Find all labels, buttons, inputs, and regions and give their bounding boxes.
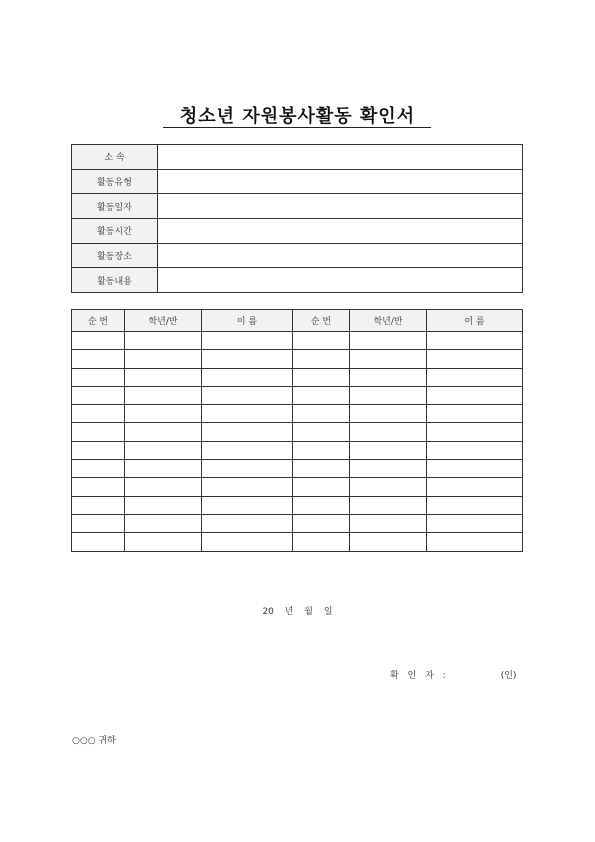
confirmer-label: 확 인 자 :	[390, 671, 449, 681]
roster-cell[interactable]	[72, 423, 125, 441]
confirmer-line	[390, 668, 516, 681]
roster-cell[interactable]	[125, 405, 202, 423]
table-row	[72, 368, 523, 386]
roster-cell[interactable]	[293, 496, 350, 514]
roster-cell[interactable]	[427, 386, 523, 404]
table-row	[72, 423, 523, 441]
info-row-activity-date	[72, 194, 523, 219]
info-row-activity-time	[72, 219, 523, 244]
roster-cell[interactable]	[202, 478, 293, 496]
roster-cell[interactable]	[202, 405, 293, 423]
roster-cell[interactable]	[202, 533, 293, 551]
roster-cell[interactable]	[293, 332, 350, 350]
roster-cell[interactable]	[125, 386, 202, 404]
roster-cell[interactable]	[202, 368, 293, 386]
table-row	[72, 441, 523, 459]
roster-cell[interactable]	[72, 386, 125, 404]
roster-cell[interactable]	[125, 478, 202, 496]
info-row-activity-place	[72, 243, 523, 268]
roster-cell[interactable]	[350, 478, 427, 496]
roster-cell[interactable]	[350, 514, 427, 532]
roster-cell[interactable]	[125, 514, 202, 532]
roster-cell[interactable]	[427, 460, 523, 478]
roster-cell[interactable]	[293, 405, 350, 423]
roster-cell[interactable]	[72, 496, 125, 514]
roster-cell[interactable]	[72, 514, 125, 532]
column-header-name: 이 름	[427, 310, 523, 332]
title-underline	[163, 127, 431, 128]
seal-mark: (인)	[500, 671, 517, 681]
table-row	[72, 533, 523, 551]
roster-header-row	[72, 310, 523, 332]
table-row	[72, 332, 523, 350]
roster-cell[interactable]	[293, 514, 350, 532]
document-title: 청소년 자원봉사활동 확인서	[179, 106, 416, 127]
table-row	[72, 460, 523, 478]
roster-cell[interactable]	[72, 533, 125, 551]
roster-cell[interactable]	[125, 350, 202, 368]
roster-cell[interactable]	[427, 514, 523, 532]
roster-cell[interactable]	[125, 533, 202, 551]
roster-cell[interactable]	[293, 460, 350, 478]
roster-cell[interactable]	[427, 441, 523, 459]
roster-cell[interactable]	[125, 441, 202, 459]
column-header-number: 순 번	[72, 310, 125, 332]
table-row	[72, 514, 523, 532]
info-label: 활동시간	[72, 219, 158, 244]
info-value-field[interactable]	[158, 169, 523, 194]
roster-cell[interactable]	[350, 533, 427, 551]
roster-cell[interactable]	[350, 460, 427, 478]
roster-cell[interactable]	[350, 405, 427, 423]
info-label: 활동일자	[72, 194, 158, 219]
roster-cell[interactable]	[202, 423, 293, 441]
table-row	[72, 386, 523, 404]
roster-cell[interactable]	[125, 368, 202, 386]
roster-cell[interactable]	[293, 350, 350, 368]
column-header-grade-class: 학년/반	[350, 310, 427, 332]
column-header-name: 이 름	[202, 310, 293, 332]
roster-cell[interactable]	[293, 478, 350, 496]
activity-info-table	[71, 144, 523, 293]
info-value-field[interactable]	[158, 194, 523, 219]
roster-cell[interactable]	[350, 441, 427, 459]
roster-cell[interactable]	[202, 350, 293, 368]
roster-cell[interactable]	[293, 386, 350, 404]
column-header-grade-class: 학년/반	[125, 310, 202, 332]
roster-cell[interactable]	[72, 350, 125, 368]
roster-cell[interactable]	[72, 368, 125, 386]
roster-cell[interactable]	[125, 496, 202, 514]
info-value-field[interactable]	[158, 268, 523, 293]
roster-cell[interactable]	[72, 478, 125, 496]
roster-cell[interactable]	[350, 386, 427, 404]
participant-roster-table	[71, 309, 523, 552]
roster-cell[interactable]	[427, 478, 523, 496]
roster-cell[interactable]	[125, 332, 202, 350]
info-label: 소 속	[72, 145, 158, 170]
roster-cell[interactable]	[427, 405, 523, 423]
roster-cell[interactable]	[202, 441, 293, 459]
roster-cell[interactable]	[427, 368, 523, 386]
roster-cell[interactable]	[125, 423, 202, 441]
roster-cell[interactable]	[125, 460, 202, 478]
roster-cell[interactable]	[427, 332, 523, 350]
roster-cell[interactable]	[202, 386, 293, 404]
roster-cell[interactable]	[72, 332, 125, 350]
date-line: 20 년 월 일	[262, 607, 333, 617]
roster-cell[interactable]	[72, 405, 125, 423]
table-row	[72, 350, 523, 368]
roster-cell[interactable]	[293, 533, 350, 551]
roster-cell[interactable]	[202, 514, 293, 532]
roster-cell[interactable]	[293, 441, 350, 459]
roster-cell[interactable]	[202, 332, 293, 350]
roster-cell[interactable]	[350, 423, 427, 441]
info-value-field[interactable]	[158, 145, 523, 170]
info-value-field[interactable]	[158, 219, 523, 244]
roster-cell[interactable]	[427, 350, 523, 368]
table-row	[72, 405, 523, 423]
roster-cell[interactable]	[427, 533, 523, 551]
table-row	[72, 496, 523, 514]
info-row-activity-content	[72, 268, 523, 293]
roster-cell[interactable]	[202, 460, 293, 478]
roster-cell[interactable]	[427, 496, 523, 514]
column-header-number: 순 번	[293, 310, 350, 332]
roster-cell[interactable]	[293, 368, 350, 386]
roster-cell[interactable]	[202, 496, 293, 514]
recipient-line: ○○○ 귀하	[72, 736, 116, 746]
roster-cell[interactable]	[350, 368, 427, 386]
roster-cell[interactable]	[293, 423, 350, 441]
info-value-field[interactable]	[158, 243, 523, 268]
info-row-affiliation	[72, 145, 523, 170]
roster-cell[interactable]	[427, 423, 523, 441]
info-label: 활동내용	[72, 268, 158, 293]
roster-cell[interactable]	[350, 350, 427, 368]
info-label: 활동장소	[72, 243, 158, 268]
table-row	[72, 478, 523, 496]
roster-cell[interactable]	[72, 460, 125, 478]
roster-cell[interactable]	[350, 496, 427, 514]
roster-body	[72, 332, 523, 552]
info-row-activity-type	[72, 169, 523, 194]
info-label: 활동유형	[72, 169, 158, 194]
roster-cell[interactable]	[72, 441, 125, 459]
roster-cell[interactable]	[350, 332, 427, 350]
